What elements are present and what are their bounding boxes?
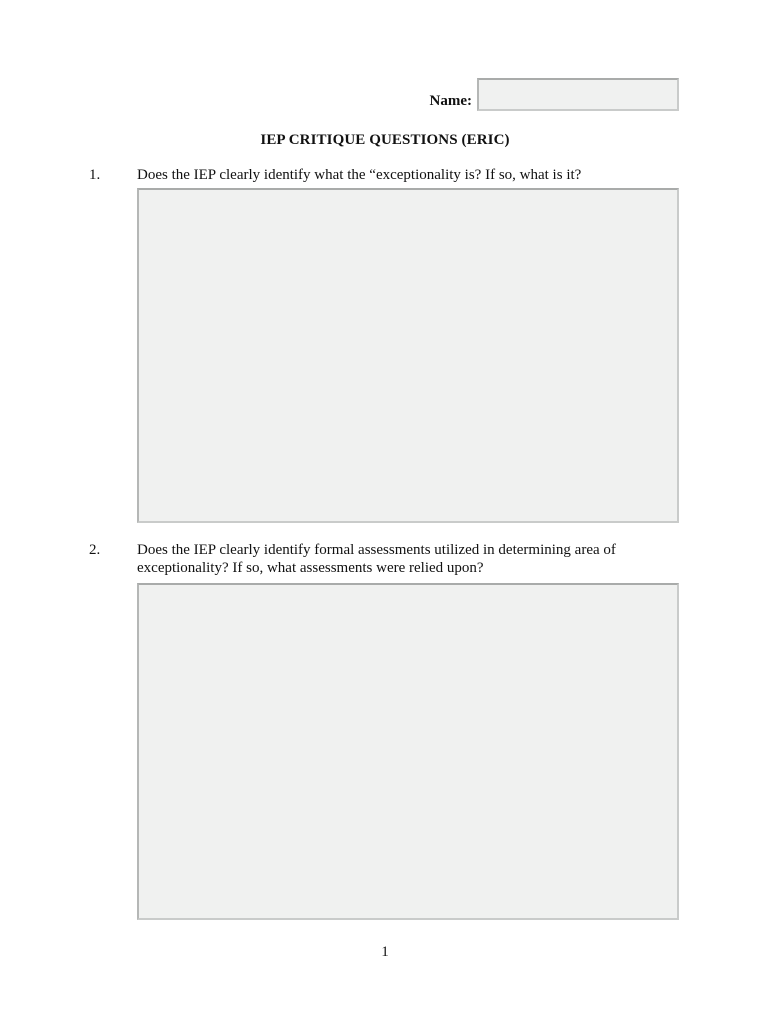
question-2-number: 2. bbox=[89, 542, 101, 558]
question-1-answer-field[interactable] bbox=[137, 188, 679, 523]
question-2-answer-field[interactable] bbox=[137, 583, 679, 920]
page-title: IEP CRITIQUE QUESTIONS (ERIC) bbox=[260, 132, 510, 148]
question-1-number: 1. bbox=[89, 167, 101, 183]
question-2-text: Does the IEP clearly identify formal assessments utilized in determining area of exceptionality? If so, what assessments were relied upon? bbox=[137, 542, 616, 576]
page-number: 1 bbox=[381, 944, 389, 960]
name-label: Name: bbox=[429, 93, 472, 109]
name-field[interactable] bbox=[477, 78, 679, 111]
question-1-text: Does the IEP clearly identify what the “exceptionality is? If so, what is it? bbox=[137, 167, 582, 183]
